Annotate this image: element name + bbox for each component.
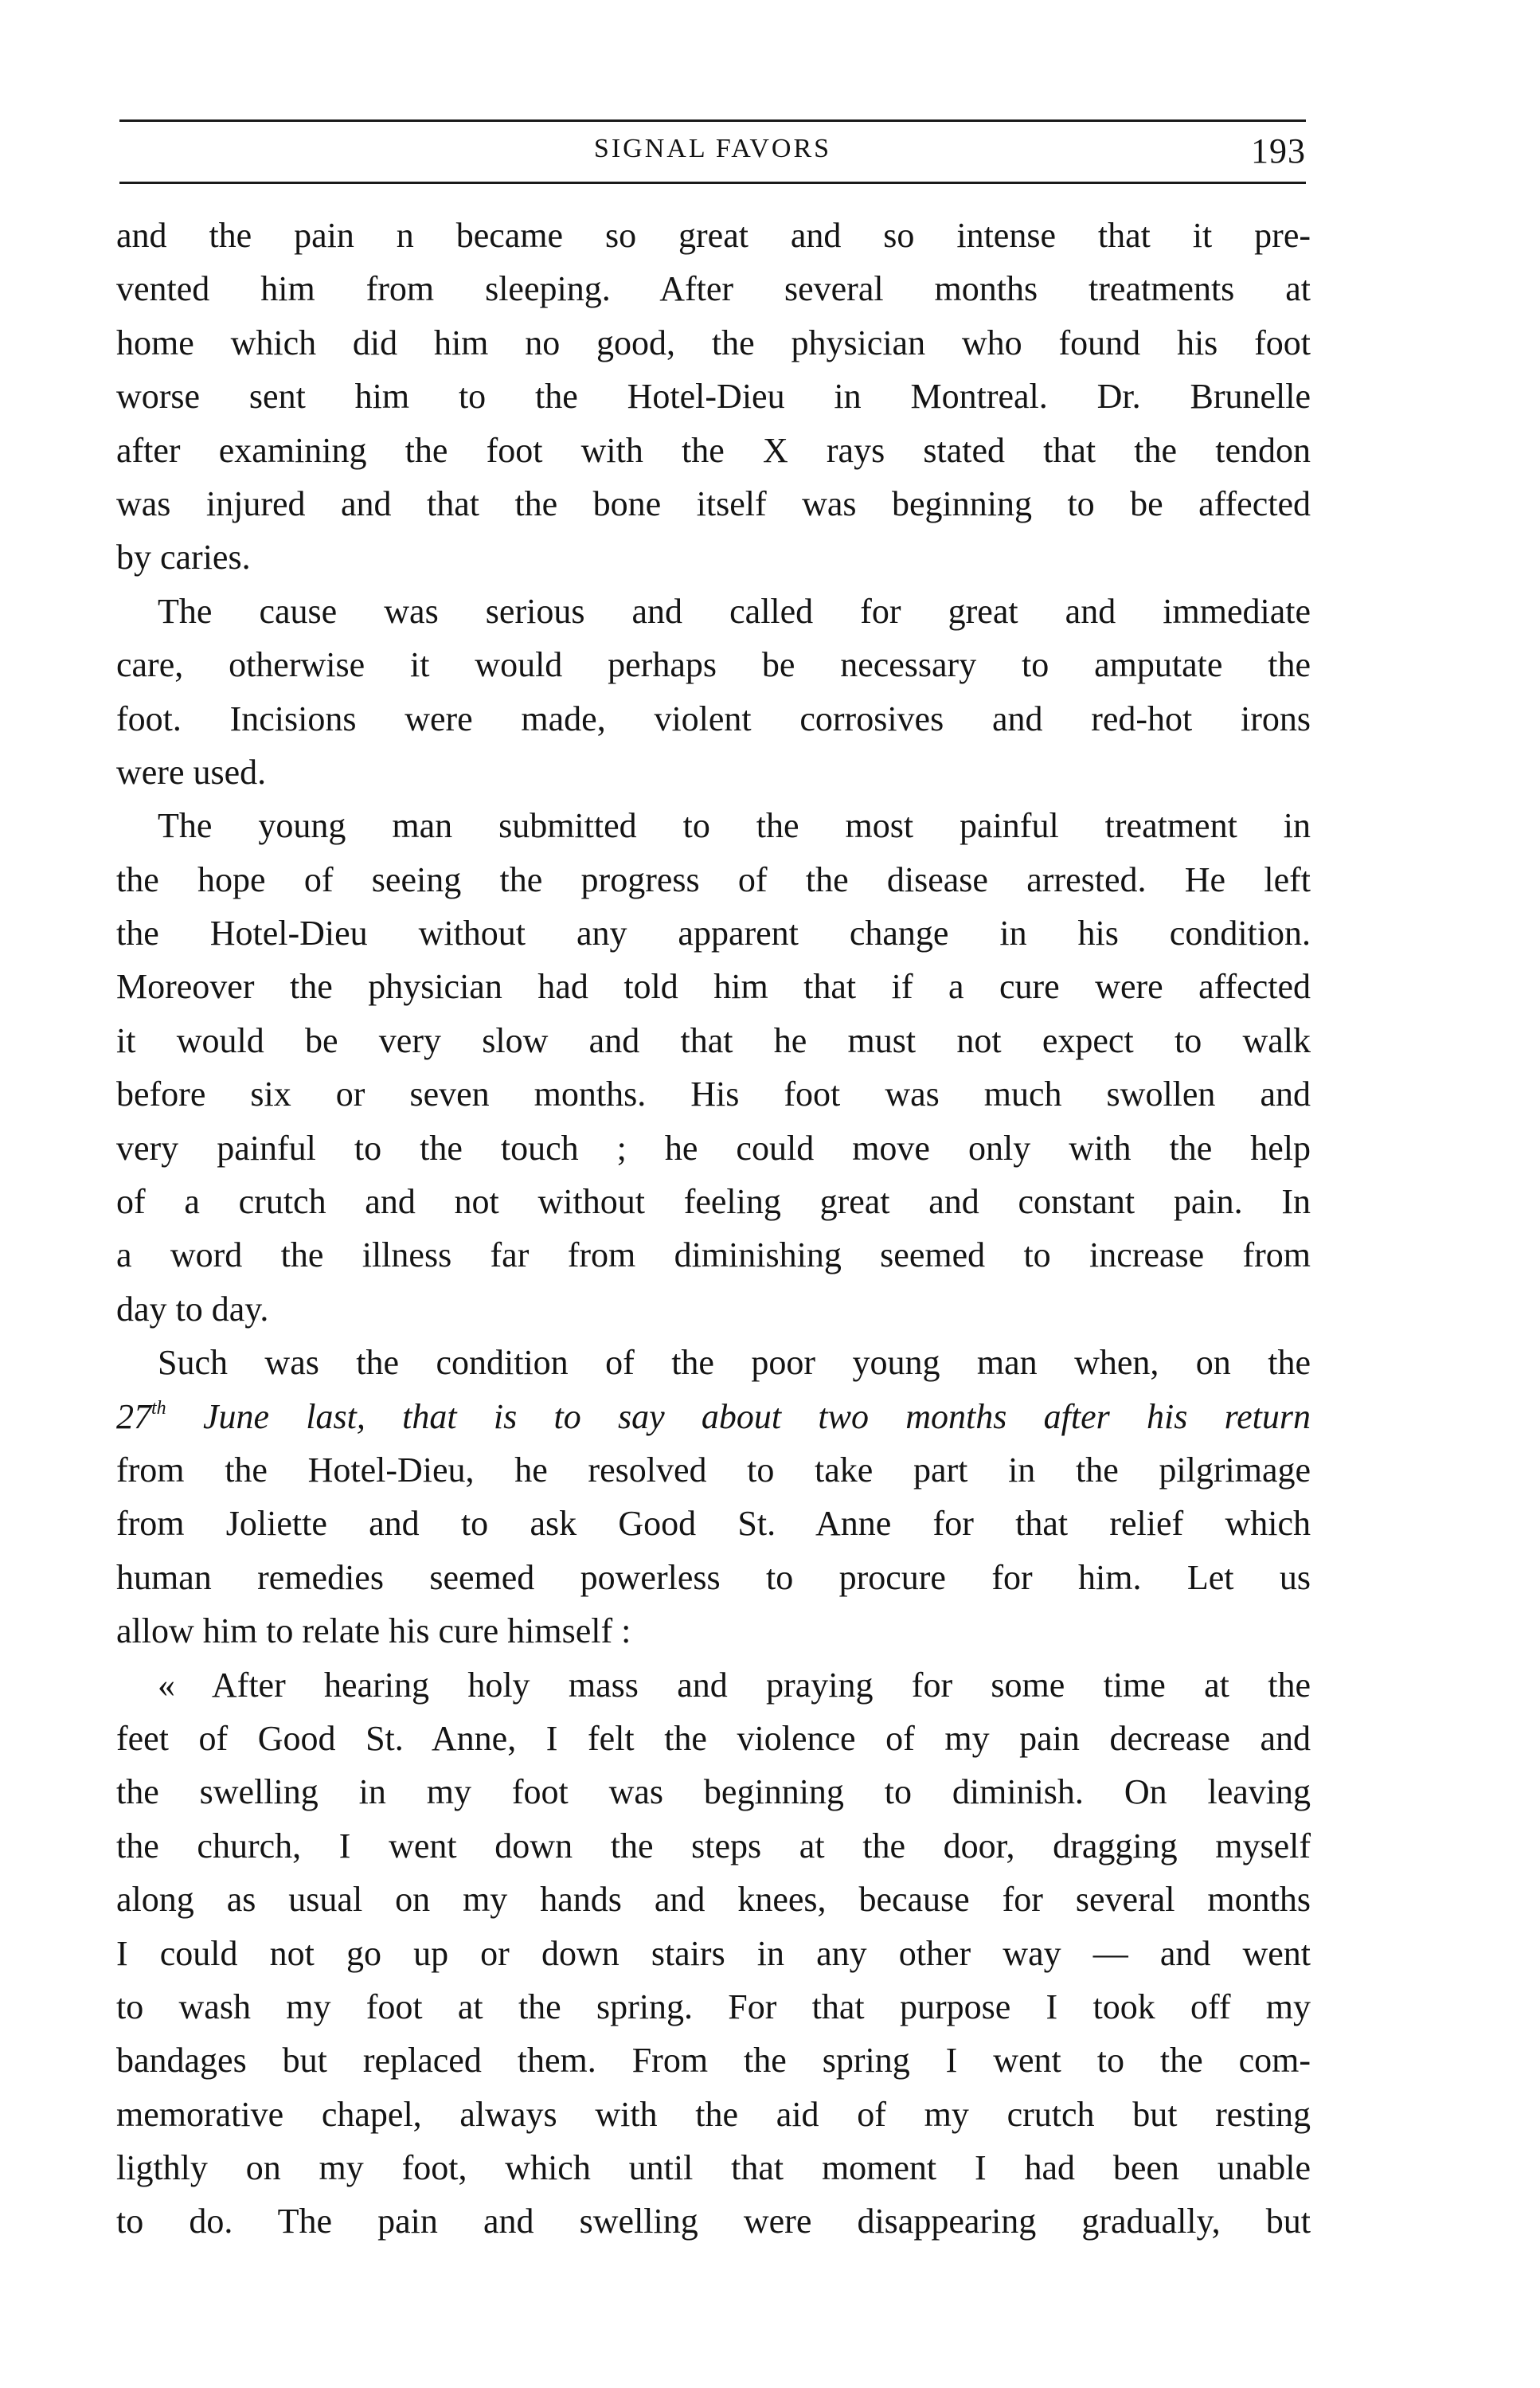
text-line-with-date	[116, 1390, 1311, 1443]
text-line: day to day.	[116, 1289, 269, 1329]
text-line: it would be very slow and that he must not expect to walk	[116, 1020, 1311, 1060]
text-line: to do. The pain and swelling were disappearing gradually, but	[116, 2202, 1311, 2241]
text-line: by caries.	[116, 538, 251, 577]
date-number: 27	[116, 1396, 151, 1436]
text-line: were used.	[116, 752, 267, 792]
page-number: 193	[1251, 131, 1306, 170]
text-line: memorative chapel, always with the aid of my crutch but resting	[116, 2094, 1311, 2134]
text-line: to wash my foot at the spring. For that purpose I took off my	[116, 1987, 1311, 2026]
header-rule-bottom	[119, 182, 1306, 184]
text-line: The cause was serious and called for great and immediate	[158, 591, 1311, 631]
text-line: I could not go up or down stairs in any other way — and went	[116, 1933, 1311, 1973]
text-line: Such was the condition of the poor young man when, on the	[158, 1343, 1311, 1383]
text-line: after examining the foot with the X rays stated that the tendon	[116, 430, 1311, 470]
text-line: the hope of seeing the progress of the disease arrested. He left	[116, 859, 1311, 899]
text-line: Moreover the physician had told him that if a cure were affected	[116, 967, 1311, 1007]
text-line: the Hotel-Dieu without any apparent change in his condition.	[116, 914, 1311, 953]
date-line-text: June last, that is to say about two months after his return	[202, 1396, 1311, 1436]
text-line: The young man submitted to the most painful treatment in	[158, 806, 1311, 846]
text-line: before six or seven months. His foot was much swollen and	[116, 1075, 1311, 1114]
body-text	[116, 209, 1311, 2249]
text-line: and the pain n became so great and so intense that it pre-	[116, 216, 1311, 255]
text-line: care, otherwise it would perhaps be necessary to amputate the	[116, 645, 1311, 685]
running-title: SIGNAL FAVORS	[593, 134, 832, 163]
header-rule-top	[119, 119, 1306, 122]
text-line: home which did him no good, the physician who found his foot	[116, 323, 1311, 362]
text-line: from the Hotel-Dieu, he resolved to take part in the pilgrimage	[116, 1450, 1311, 1490]
text-line: of a crutch and not without feeling great and constant pain. In	[116, 1182, 1311, 1222]
text-line: vented him from sleeping. After several months treatments at	[116, 269, 1311, 309]
text-line: a word the illness far from diminishing seemed to increase from	[116, 1235, 1311, 1275]
text-line: foot. Incisions were made, violent corrosives and red-hot irons	[116, 699, 1311, 738]
text-line: « After hearing holy mass and praying for some time at the	[158, 1665, 1311, 1705]
text-line: the swelling in my foot was beginning to diminish. On leaving	[116, 1772, 1311, 1812]
text-line: the church, I went down the steps at the door, dragging myself	[116, 1826, 1311, 1865]
date-suffix: th	[151, 1397, 166, 1419]
text-line: along as usual on my hands and knees, because for several months	[116, 1880, 1311, 1920]
text-line: allow him to relate his cure himself :	[116, 1611, 631, 1651]
text-line: was injured and that the bone itself was beginning to be affected	[116, 483, 1311, 523]
text-line: human remedies seemed powerless to procure for him. Let us	[116, 1557, 1311, 1597]
text-line: ligthly on my foot, which until that moment I had been unable	[116, 2148, 1311, 2188]
running-head	[119, 127, 1306, 175]
text-line: worse sent him to the Hotel-Dieu in Montreal. Dr. Brunelle	[116, 377, 1311, 417]
text-line: bandages but replaced them. From the spring I went to the com-	[116, 2041, 1311, 2081]
text-line: very painful to the touch ; he could move only with the help	[116, 1128, 1311, 1168]
text-line: feet of Good St. Anne, I felt the violence of my pain decrease and	[116, 1718, 1311, 1758]
text-line: from Joliette and to ask Good St. Anne for that relief which	[116, 1504, 1311, 1544]
